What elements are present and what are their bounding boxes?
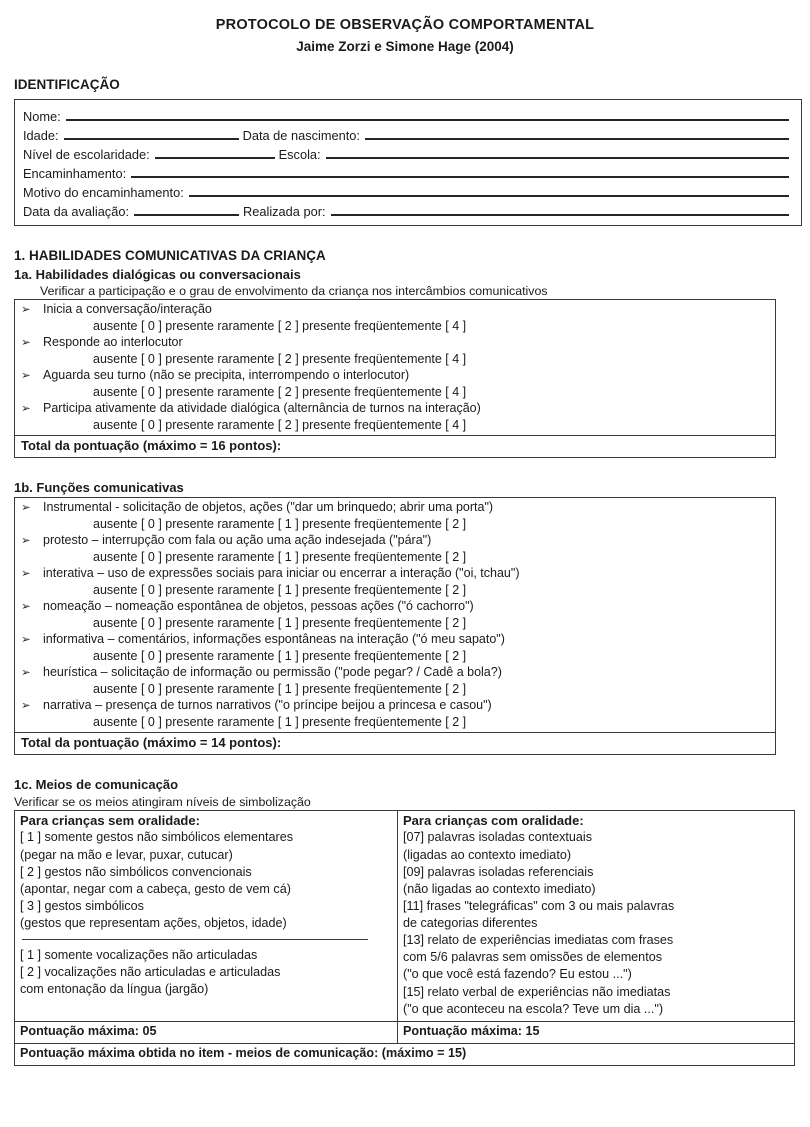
label-nivel-escolaridade: Nível de escolaridade: bbox=[23, 146, 150, 162]
arrow-bullet-icon: ➢ bbox=[21, 632, 31, 647]
identification-heading: IDENTIFICAÇÃO bbox=[14, 77, 120, 93]
section1c-final-total[interactable]: Pontuação máxima obtida no item - meios de comunicação: (máximo = 15) bbox=[15, 1043, 795, 1065]
blank-line-data-avaliacao[interactable] bbox=[134, 213, 239, 216]
list-item bbox=[21, 334, 769, 351]
blank-line-realizada-por[interactable] bbox=[331, 213, 789, 216]
field-row-escolaridade bbox=[23, 143, 793, 162]
scale-options[interactable]: ausente [ 0 ] presente raramente [ 2 ] presente freqüentemente [ 4 ] bbox=[93, 384, 467, 399]
section1b-items bbox=[15, 498, 775, 732]
column-header-without-orality: Para crianças sem oralidade: bbox=[20, 812, 200, 828]
arrow-bullet-icon: ➢ bbox=[21, 368, 31, 383]
scale-options[interactable]: ausente [ 0 ] presente raramente [ 1 ] presente freqüentemente [ 2 ] bbox=[93, 714, 467, 729]
list-item bbox=[21, 499, 769, 516]
section1-heading: 1. HABILIDADES COMUNICATIVAS DA CRIANÇA bbox=[14, 248, 326, 264]
score-with-orality[interactable]: Pontuação máxima: 15 bbox=[398, 1021, 795, 1043]
field-row-encaminhamento bbox=[23, 162, 793, 181]
list-item-label: informativa – comentários, informações espontâneas na interação ("ó meu sapato") bbox=[43, 632, 505, 647]
list-item bbox=[21, 598, 769, 615]
list-item-label: protesto – interrupção com fala ou ação uma ação indesejada ("pára") bbox=[43, 533, 432, 548]
field-row-motivo bbox=[23, 181, 793, 200]
list-item[interactable]: [ 2 ] gestos não simbólicos convencionais bbox=[20, 864, 252, 879]
label-data-nascimento: Data de nascimento: bbox=[242, 127, 360, 143]
list-item-label: Aguarda seu turno (não se precipita, interrompendo o interlocutor) bbox=[43, 368, 410, 383]
arrow-bullet-icon: ➢ bbox=[21, 665, 31, 680]
field-row-data-avaliacao bbox=[23, 200, 793, 219]
field-row-idade bbox=[23, 124, 793, 143]
list-item bbox=[21, 532, 769, 549]
scale-options[interactable]: ausente [ 0 ] presente raramente [ 1 ] presente freqüentemente [ 2 ] bbox=[93, 615, 467, 630]
list-item bbox=[21, 565, 769, 582]
list-item: (apontar, negar com a cabeça, gesto de vem cá) bbox=[20, 881, 291, 896]
list-item: (pegar na mão e levar, puxar, cutucar) bbox=[20, 847, 233, 862]
scale-options[interactable]: ausente [ 0 ] presente raramente [ 1 ] presente freqüentemente [ 2 ] bbox=[93, 549, 467, 564]
section1c-note: Verificar se os meios atingiram níveis de simbolização bbox=[14, 794, 311, 809]
list-item[interactable]: [07] palavras isoladas contextuais bbox=[403, 830, 593, 845]
arrow-bullet-icon: ➢ bbox=[21, 599, 31, 614]
blank-line-motivo-encaminhamento[interactable] bbox=[189, 194, 789, 197]
list-item: (ligadas ao contexto imediato) bbox=[403, 847, 572, 862]
list-item bbox=[21, 697, 769, 714]
list-item: (gestos que representam ações, objetos, idade) bbox=[20, 916, 287, 931]
blank-line-encaminhamento[interactable] bbox=[131, 175, 789, 178]
arrow-bullet-icon: ➢ bbox=[21, 401, 31, 416]
scale-options[interactable]: ausente [ 0 ] presente raramente [ 2 ] presente freqüentemente [ 4 ] bbox=[93, 318, 467, 333]
list-item bbox=[21, 400, 769, 417]
list-item[interactable]: [15] relato verbal de experiências não imediatas bbox=[403, 984, 671, 999]
arrow-bullet-icon: ➢ bbox=[21, 335, 31, 350]
label-realizada-por: Realizada por: bbox=[243, 203, 326, 219]
list-item: ("o que você está fazendo? Eu estou ...") bbox=[403, 967, 632, 982]
section1a-total[interactable]: Total da pontuação (máximo = 16 pontos): bbox=[15, 435, 775, 457]
arrow-bullet-icon: ➢ bbox=[21, 500, 31, 515]
section1a-box bbox=[14, 299, 776, 458]
arrow-bullet-icon: ➢ bbox=[21, 566, 31, 581]
cell-with-orality bbox=[398, 810, 795, 1021]
list-item: de categorias diferentes bbox=[403, 916, 538, 931]
list-item: com 5/6 palavras sem omissões de elementos bbox=[403, 950, 662, 965]
list-item bbox=[21, 631, 769, 648]
column-header-with-orality: Para crianças com oralidade: bbox=[403, 812, 584, 828]
list-item bbox=[21, 367, 769, 384]
section1b-box bbox=[14, 497, 776, 755]
arrow-bullet-icon: ➢ bbox=[21, 533, 31, 548]
label-idade: Idade: bbox=[23, 127, 59, 143]
list-item[interactable]: [09] palavras isoladas referenciais bbox=[403, 864, 594, 879]
scale-options[interactable]: ausente [ 0 ] presente raramente [ 1 ] presente freqüentemente [ 2 ] bbox=[93, 648, 467, 663]
section1a-heading: 1a. Habilidades dialógicas ou conversacionais bbox=[14, 266, 301, 282]
list-item-label: nomeação – nomeação espontânea de objetos, pessoas ações ("ó cachorro") bbox=[43, 599, 474, 614]
blank-line-nome[interactable] bbox=[66, 118, 789, 121]
list-item[interactable]: [ 2 ] vocalizações não articuladas e articuladas bbox=[20, 965, 281, 980]
section1c-heading: 1c. Meios de comunicação bbox=[14, 777, 179, 793]
list-item[interactable]: [13] relato de experiências imediatas com frases bbox=[403, 933, 674, 948]
means-of-communication-table bbox=[14, 810, 795, 1066]
scale-options[interactable]: ausente [ 0 ] presente raramente [ 2 ] presente freqüentemente [ 4 ] bbox=[93, 417, 467, 432]
list-item[interactable]: [ 3 ] gestos simbólicos bbox=[20, 898, 144, 913]
list-item: ("o que aconteceu na escola? Teve um dia ...") bbox=[403, 1001, 664, 1016]
list-item-label: Instrumental - solicitação de objetos, ações ("dar um brinquedo; abrir uma porta") bbox=[43, 500, 494, 515]
scale-options[interactable]: ausente [ 0 ] presente raramente [ 2 ] presente freqüentemente [ 4 ] bbox=[93, 351, 467, 366]
list-item-label: Inicia a conversação/interação bbox=[43, 302, 212, 317]
label-motivo-encaminhamento: Motivo do encaminhamento: bbox=[23, 184, 184, 200]
blank-line-escola[interactable] bbox=[326, 156, 789, 159]
section1b-total[interactable]: Total da pontuação (máximo = 14 pontos): bbox=[15, 732, 775, 754]
cell-without-orality bbox=[15, 810, 398, 1021]
section1a-items bbox=[15, 300, 775, 435]
score-without-orality[interactable]: Pontuação máxima: 05 bbox=[15, 1021, 398, 1043]
list-item-label: Participa ativamente da atividade dialógica (alternância de turnos na interação) bbox=[43, 401, 481, 416]
list-item: com entonação da língua (jargão) bbox=[20, 982, 209, 997]
list-item-label: Responde ao interlocutor bbox=[43, 335, 183, 350]
page-subtitle: Jaime Zorzi e Simone Hage (2004) bbox=[296, 38, 514, 54]
blank-line-idade[interactable] bbox=[64, 137, 239, 140]
table-row bbox=[15, 1043, 795, 1065]
list-item[interactable]: [11] frases "telegráficas" com 3 ou mais palavras bbox=[403, 898, 675, 913]
page-title: PROTOCOLO DE OBSERVAÇÃO COMPORTAMENTAL bbox=[215, 17, 595, 33]
list-item[interactable]: [ 1 ] somente gestos não simbólicos elementares bbox=[20, 830, 294, 845]
list-item bbox=[21, 301, 769, 318]
scale-options[interactable]: ausente [ 0 ] presente raramente [ 1 ] presente freqüentemente [ 2 ] bbox=[93, 516, 467, 531]
label-data-avaliacao: Data da avaliação: bbox=[23, 203, 129, 219]
section1a-note: Verificar a participação e o grau de envolvimento da criança nos intercâmbios comunicativos bbox=[40, 284, 548, 299]
blank-line-data-nascimento[interactable] bbox=[365, 137, 789, 140]
table-row bbox=[15, 810, 795, 1021]
blank-line-nivel-escolaridade[interactable] bbox=[155, 156, 275, 159]
table-row bbox=[15, 1021, 795, 1043]
label-escola: Escola: bbox=[278, 146, 321, 162]
scale-options[interactable]: ausente [ 0 ] presente raramente [ 1 ] presente freqüentemente [ 2 ] bbox=[93, 681, 467, 696]
list-item-label: interativa – uso de expressões sociais para iniciar ou encerrar a interação ("oi, tchau") bbox=[43, 566, 520, 581]
list-item-label: narrativa – presença de turnos narrativos ("o príncipe beijou a princesa e casou") bbox=[43, 698, 492, 713]
list-item bbox=[21, 664, 769, 681]
group-divider bbox=[22, 939, 368, 940]
field-row-nome bbox=[23, 105, 793, 124]
section1b-heading: 1b. Funções comunicativas bbox=[14, 480, 184, 496]
label-encaminhamento: Encaminhamento: bbox=[23, 165, 127, 181]
scale-options[interactable]: ausente [ 0 ] presente raramente [ 1 ] presente freqüentemente [ 2 ] bbox=[93, 582, 467, 597]
list-item[interactable]: [ 1 ] somente vocalizações não articuladas bbox=[20, 948, 258, 963]
list-item-label: heurística – solicitação de informação ou permissão ("pode pegar? / Cadê a bola?) bbox=[43, 665, 502, 680]
arrow-bullet-icon: ➢ bbox=[21, 302, 31, 317]
list-item: (não ligadas ao contexto imediato) bbox=[403, 881, 596, 896]
arrow-bullet-icon: ➢ bbox=[21, 698, 31, 713]
identification-box bbox=[14, 99, 802, 226]
label-nome: Nome: bbox=[23, 108, 61, 124]
